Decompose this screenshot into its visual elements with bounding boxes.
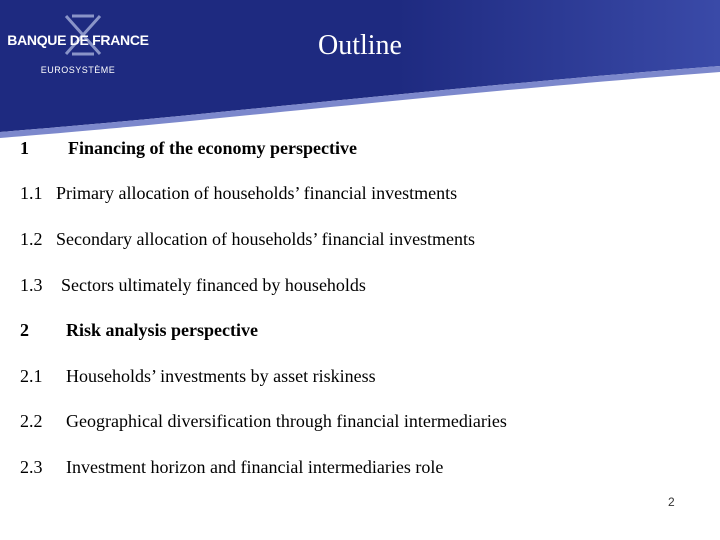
outline-item-text: Financing of the economy perspective <box>68 138 357 158</box>
banque-de-france-logo <box>3 10 153 82</box>
outline-item-number: 1.2 <box>20 229 43 249</box>
logo-name: BANQUE DE FRANCE <box>7 32 149 48</box>
outline-item <box>20 229 476 250</box>
outline-item-text: Risk analysis perspective <box>66 320 259 340</box>
outline-item-text: Households’ investments by asset riskiness <box>66 366 376 386</box>
outline-item-number: 2.3 <box>20 457 43 477</box>
outline-item <box>20 183 458 204</box>
outline-item-number: 2.2 <box>20 411 43 431</box>
outline-item-number: 1.3 <box>20 275 43 295</box>
slide-title: Outline <box>318 30 402 61</box>
outline-item-number: 2.1 <box>20 366 43 386</box>
outline-item <box>20 411 507 432</box>
outline-item-text: Primary allocation of households’ financial investments <box>56 183 458 203</box>
outline-item <box>20 275 366 296</box>
outline-item-number: 1 <box>20 138 29 158</box>
outline-item <box>20 320 259 341</box>
page-number: 2 <box>668 495 675 509</box>
outline-item <box>20 457 444 478</box>
outline-item-number: 2 <box>20 320 29 340</box>
outline-item-text: Geographical diversification through financial intermediaries <box>66 411 507 431</box>
outline-item <box>20 366 376 387</box>
outline-item-text: Investment horizon and financial intermediaries role <box>66 457 444 477</box>
outline-item-text: Secondary allocation of households’ financial investments <box>56 229 476 249</box>
logo-subtitle: EUROSYSTÈME <box>40 65 116 75</box>
outline-item <box>20 138 357 159</box>
outline-item-text: Sectors ultimately financed by households <box>61 275 366 295</box>
outline-item-number: 1.1 <box>20 183 43 203</box>
